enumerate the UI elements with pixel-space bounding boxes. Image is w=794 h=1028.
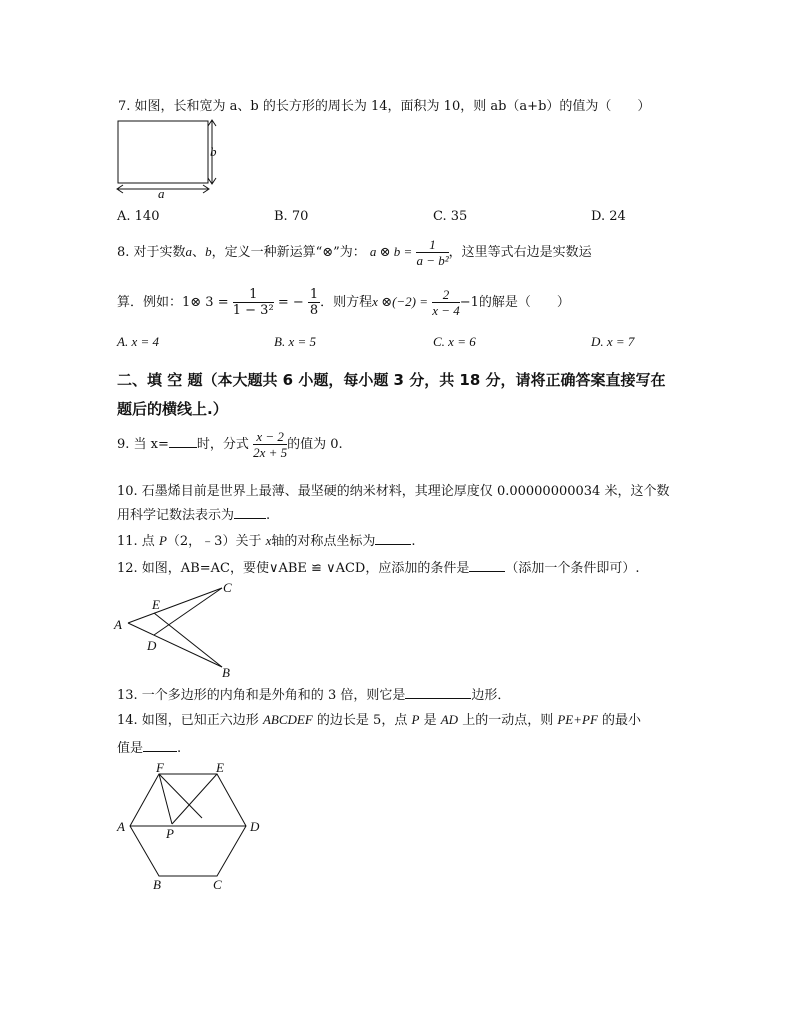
q8-eq-den: x − 4 [432,303,460,318]
q14-line2 [117,737,181,756]
q11-rest: 轴的对称点坐标为 [271,534,376,549]
q14-expr: PE+PF [557,712,598,727]
q8-def-fraction [416,237,448,268]
q8-ex-fraction [233,287,274,318]
q12-stem [117,557,640,576]
q7-rectangle-figure [112,116,224,200]
q14-p: P [411,712,420,727]
q8-ex-eq: = − [277,295,304,310]
q8-var-a: a [185,244,193,259]
q13 [117,684,510,703]
q10-line1: 10. 石墨烯目前是世界上最薄、最坚硬的纳米材料，其理论厚度仅 0.00000000034 米，这个数 [117,484,670,499]
q14-label-c: C [213,877,222,892]
q11 [117,530,416,549]
q11-answer-blank[interactable] [375,532,411,545]
q12-post: （添加一个条件即可）. [505,561,640,576]
q8-line2-post: −1的解是（ ） [459,295,570,310]
q9 [117,428,343,462]
q10-line2-pre: 用科学记数法表示为 [117,508,235,523]
q8-def-lhs: a ⊗ b = [369,244,413,259]
q8-ex-rnum: 1 [309,287,319,302]
q8-option-a[interactable]: A. x = 4 [117,334,159,349]
section2-heading: 二、填 空 题（本大题共 6 小题，每小题 3 分，共 18 分，请将正确答案直接写在 [117,371,666,389]
label-b: b [210,144,217,159]
q7-option-b[interactable]: B. 70 [274,209,309,224]
q14-hexagon-figure [112,758,272,898]
q8-eq-lhs: x ⊗(−2) = [372,294,429,309]
q8-eq-fraction [432,287,460,318]
q14-label-b: B [153,877,161,892]
q10-line2 [117,504,270,523]
q8-sep: 、 [192,245,206,260]
q14-line2-pre: 值是 [117,741,144,756]
q8-ex-den: 1 − 3² [232,303,274,318]
q12-label-b: B [222,665,230,680]
q7-option-a[interactable]: A. 140 [117,209,160,224]
q9-fraction [253,429,287,460]
q8-eq-num: 2 [432,287,460,303]
q14-label-e: E [216,760,224,775]
q8-line1-mid: ，定义一种新运算“⊗”为： [211,245,366,260]
q8-def-den: a − b² [416,253,449,268]
q8-ex-num: 1 [233,287,274,303]
label-a: a [158,186,165,200]
q12-label-c: C [223,580,232,595]
q14-label-a: A [117,819,125,834]
q9-num: x − 2 [253,429,287,445]
q14-line1 [117,709,641,728]
q12-label-d: D [147,638,157,653]
q8-var-b: b [205,244,212,259]
q14-ad: AD [440,712,459,727]
q9-den: 2x + 5 [253,445,288,460]
q9-mid: 时，分式 [196,437,249,452]
q8-ex-lhs: 1⊗ 3 = [182,295,229,310]
q13-post: 边形． [471,688,511,703]
q14-name: ABCDEF [262,712,313,727]
q9-answer-blank[interactable] [169,435,197,448]
q13-answer-blank[interactable] [405,686,471,699]
q12-label-a: A [114,617,122,632]
q9-post: 的值为 0. [287,437,343,452]
q7-option-d[interactable]: D. 24 [591,209,626,224]
q14-label-d: D [250,819,260,834]
section2-heading-cont: 题后的横线上.） [117,400,228,418]
q14-label-p: P [166,826,174,841]
q8-option-c[interactable]: C. x = 6 [433,334,476,349]
q12-label-e: E [152,597,160,612]
q8-ex-rden: 8 [309,303,319,318]
q7-stem: 7. 如图，长和宽为 a、b 的长方形的周长为 14，面积为 10，则 ab（a+b）的值为（ ） [118,99,651,114]
q7-option-c[interactable]: C. 35 [433,209,468,224]
q11-pre: 11. 点 [117,534,155,549]
q11-axis: x [265,533,272,548]
q14-post: 的最小 [602,713,642,728]
q14-rest: 上的一动点，则 [462,713,554,728]
q14-label-f: F [156,760,164,775]
q11-post: . [411,534,416,549]
q14-answer-blank[interactable] [143,739,177,752]
q10-line2-post: . [266,508,271,523]
q9-pre: 9. 当 x= [117,437,169,452]
q8-def-num: 1 [416,237,448,253]
q8-line2-mid: ．则方程 [320,295,373,310]
q14-line2-post: . [177,741,182,756]
q8-option-d[interactable]: D. x = 7 [591,334,635,349]
q11-mid: （2，﹣3）关于 [166,534,262,549]
q14-mid: 的边长是 5，点 [316,713,408,728]
q8-option-b[interactable]: B. x = 5 [274,334,316,349]
q12-pre: 12. 如图，AB=AC，要使∨ABE ≌ ∨ACD，应添加的条件是 [117,561,470,576]
q8-line1 [117,234,592,271]
q8-line2 [117,284,570,321]
q8-line1-pre: 8. 对于实数 [117,245,186,260]
q10-answer-blank[interactable] [234,506,266,519]
q11-point: P [158,533,167,548]
q14-pre: 14. 如图，已知正六边形 [117,713,259,728]
q13-pre: 13. 一个多边形的内角和是外角和的 3 倍，则它是 [117,688,406,703]
q8-ex-result-fraction [308,287,320,318]
q14-mid2: 是 [423,713,437,728]
q8-line2-pre: 算．例如： [117,295,183,310]
q8-line1-post: ，这里等式右边是实数运 [448,245,592,260]
q12-answer-blank[interactable] [469,559,505,572]
q12-triangle-figure [110,578,250,680]
